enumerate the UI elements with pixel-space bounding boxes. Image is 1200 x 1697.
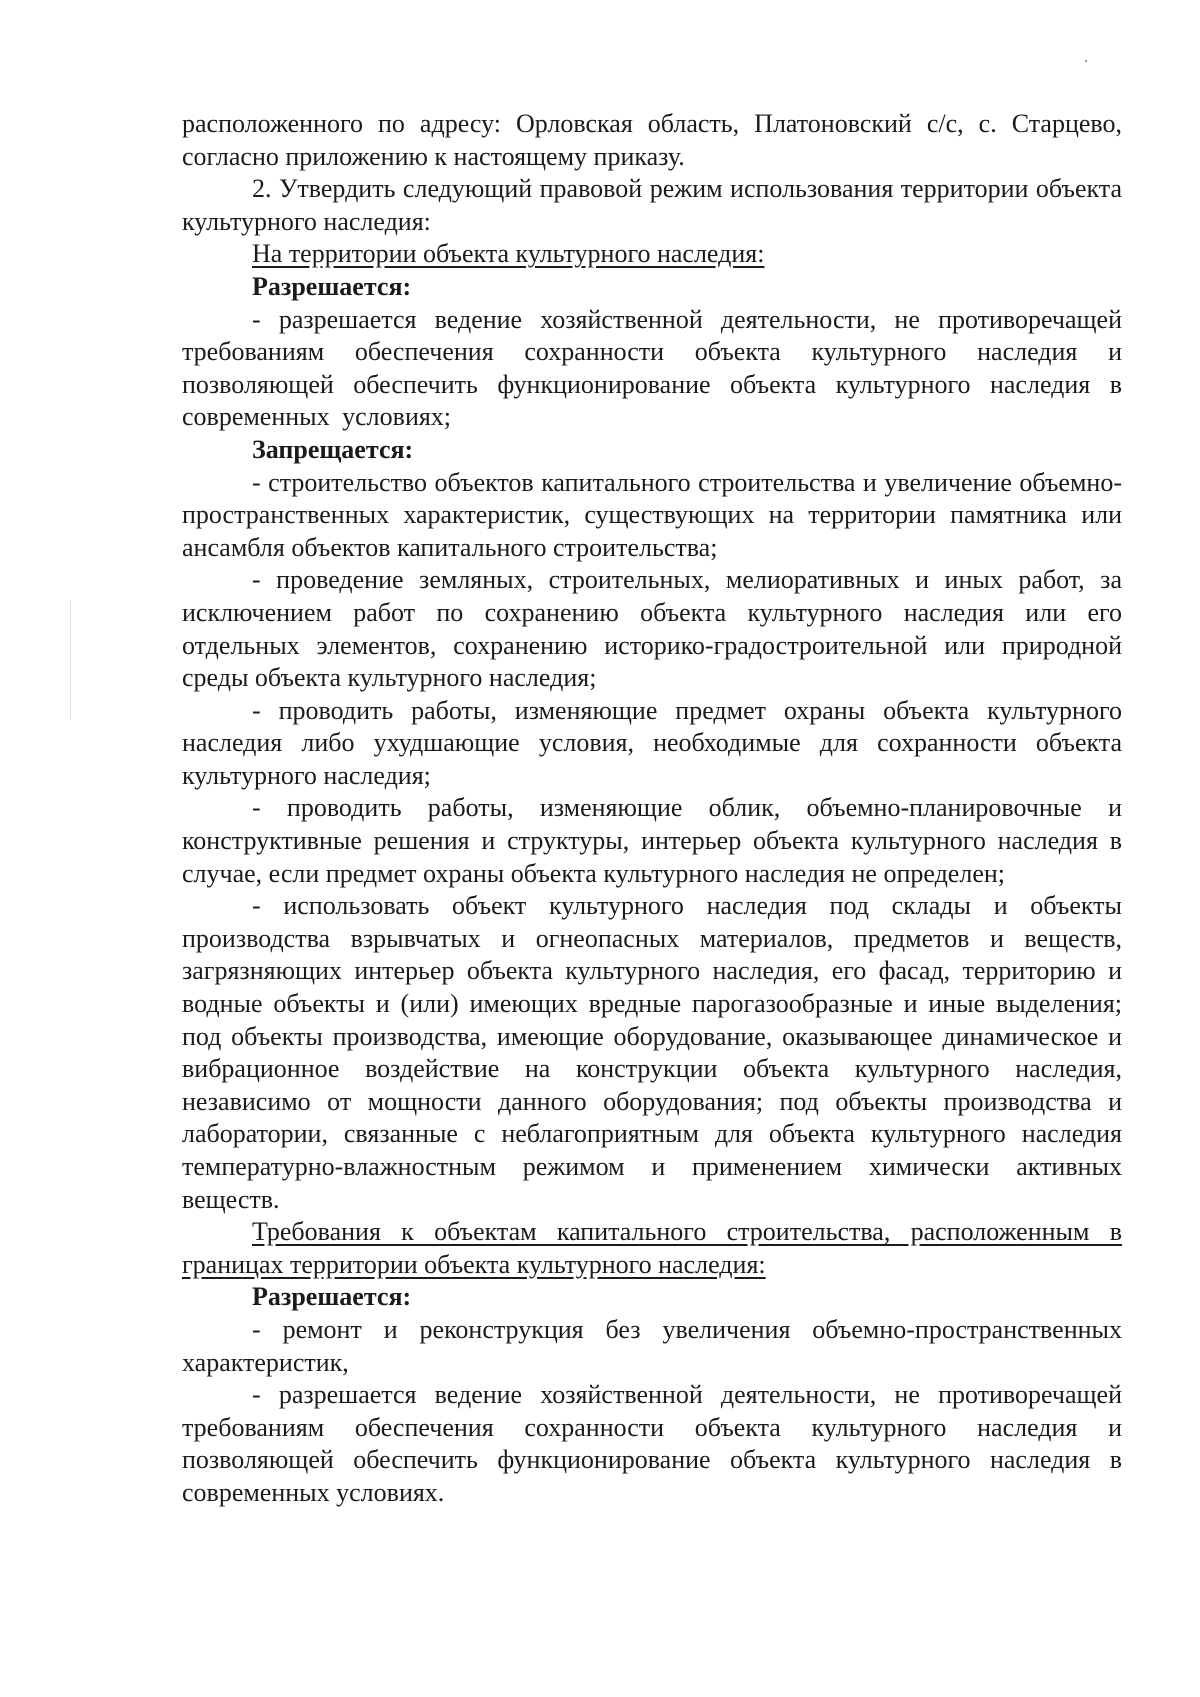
section-capital-construction-title: Требования к объектам капитального строительства, расположенным в границах территории объекта культурного наследия: <box>182 1217 1122 1279</box>
section-capital-construction-allowed-heading: Разрешается: <box>252 1282 412 1312</box>
scan-dot <box>1085 60 1087 62</box>
construction-allowed-item-1: - ремонт и реконструкция без увеличения объемно-пространственных характеристик, <box>182 1314 1122 1377</box>
paragraph-address: расположенного по адресу: Орловская область, Платоновский с/с, с. Старцево, согласно приложению к настоящему приказу. <box>182 109 1122 171</box>
paragraph-item-2: 2. Утвердить следующий правовой режим использования территории объекта культурного наследия: <box>182 174 1122 236</box>
forbidden-item-3: - проводить работы, изменяющие предмет охраны объекта культурного наследия либо ухудшающие условия, необходимые для сохранности объекта культурного наследия; <box>182 695 1122 790</box>
scan-edge-mark <box>70 600 71 720</box>
allowed-item-1: - разрешается ведение хозяйственной деятельности, не противоречащей требованиям обеспечения сохранности объекта культурного наследия и позволяющей обеспечить функционирование объекта культурного наследия в современных условиях; <box>182 304 1122 432</box>
construction-allowed-item-2: - разрешается ведение хозяйственной деятельности, не противоречащей требованиям обеспечения сохранности объекта культурного наследия и позволяющей обеспечить функционирование объекта культурного наследия в современных условиях. <box>182 1380 1122 1507</box>
forbidden-item-2: - проведение земляных, строительных, мелиоративных и иных работ, за исключением работ по сохранению объекта культурного наследия или его отдельных элементов, сохранению историко-градостроительной или природной среды объекта культурного наследия; <box>182 565 1122 693</box>
forbidden-item-5: - использовать объект культурного наследия под склады и объекты производства взрывчатых и огнеопасных материалов, предметов и веществ, загрязняющих интерьер объекта культурного наследия, его фасад, территорию и водные объекты и (или) имеющих вредные парогазообразные и иные выделения; под объекты производства, имеющие оборудование, оказывающее динамическое и вибрационное воздействие на конструкции объекта культурного наследия, независимо от мощности данного оборудования; под объекты производства и лаборатории, связанные с неблагоприятным для объекта культурного наследия температурно-влажностным режимом и применением химически активных веществ. <box>182 891 1122 1214</box>
forbidden-item-4: - проводить работы, изменяющие облик, объемно-планировочные и конструктивные решения и структуры, интерьер объекта культурного наследия в случае, если предмет охраны объекта культурного наследия не определен; <box>182 793 1122 888</box>
document-body <box>182 108 1122 1510</box>
section-territory-forbidden-heading: Запрещается: <box>252 434 414 464</box>
forbidden-item-1: - строительство объектов капитального строительства и увеличение объемно-пространственных характеристик, существующих на территории памятника или ансамбля объектов капитального строительства; <box>182 467 1122 562</box>
section-territory-title: На территории объекта культурного наследия: <box>252 239 765 269</box>
section-territory-allowed-heading: Разрешается: <box>252 271 412 301</box>
